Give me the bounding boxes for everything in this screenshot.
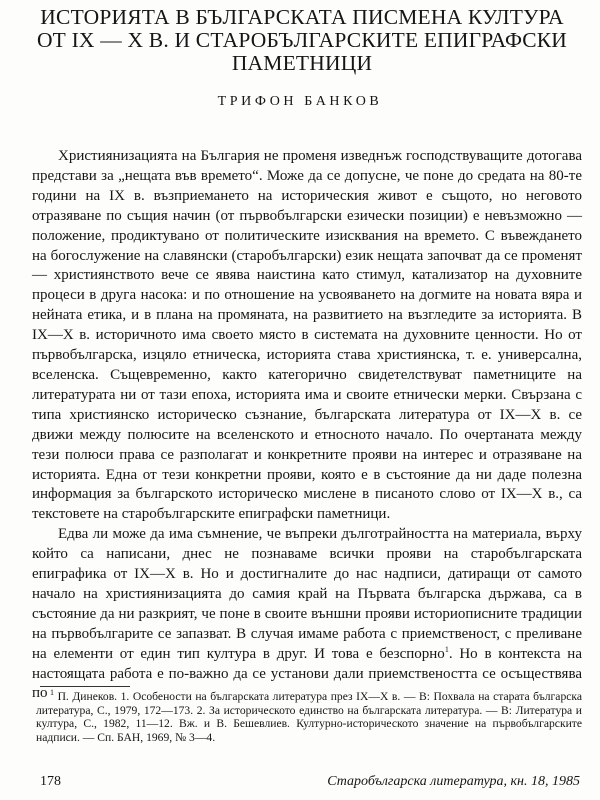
- journal-reference: Старобългарска литература, кн. 18, 1985: [327, 774, 580, 789]
- body-paragraph-1: Християнизацията на България не променя изведнъж господствуващите дотогава представи за „нещата във времето“. Може да се допусне, че поне до средата на 80-те години на IX в. възприемането на историческия живот е същото, но неговото отразяване по същия начин (от първобългарски езически позиции) е невъзможно — положение, продиктувано от политическите изисквания на времето. С въвеждането на богослужение на славянски (старобългарски) език нещата започват да се променят — християнството вече се явява наистина като стимул, катализатор на духовните процеси в друга насока: и по отношение на усвояването на догмите на новата вяра и нейната етика, и в плана на промяната, на развитието на възгледите за историята. В IX—X в. историчното има своето място в системата на духовните ценности. Но от първобългарска, изцяло етническа, историята става християнска, т. е. универсална, вселенска. Същевременно, както категорично свидетелствуват паметниците на литературата ни от тази епоха, историята има и своите етнически мерки. Свързана с типа християнско историческо съзнание, българската литература от IX—X в. се движи между полюсите на вселенското и етносното начало. По очертаната между тези полюси права се разполагат и конкретните прояви на интерес и отразяване на историята. Една от тези конкретни прояви, която е в състояние да ни даде полезна информация за българското историческо мислене в писаното слово от IX—X в., са текстовете на старобългарските епиграфски паметници.: [32, 148, 582, 523]
- body-paragraph-2: [32, 525, 582, 704]
- footnote-reference[interactable]: 1: [444, 644, 449, 654]
- footnote-number: 1: [50, 688, 54, 698]
- author-name: ТРИФОН БАНКОВ: [217, 94, 383, 109]
- page-number: 178: [40, 774, 61, 789]
- body-paragraph-2-text: Едва ли може да има съмнение, че въпреки дълготрайността на материала, върху който са написани, днес не познаваме всички прояви на старобългарската епиграфика от IX—X в. Но и достигналите до нас надписи, датиращи от самото начало на християнизацията до самия край на Първата българска държава, са в състояние да ни разкрият, че поне в своите външни прояви историописните традиции на първобългарите се запазват. В случая имаме работа с приемственост, с преливане на елементи от един тип култура в друг. И това е безспорно: [32, 526, 582, 662]
- footnote-text: П. Динеков. 1. Особености на българската литература през IX—X в. — В: Похвала на старата българска литература, С., 1979, 172—173. 2. За историческото единство на българската литература. — В: Литература и култура, С., 1982, 11—12. Вж. и В. Бешевлиев. Културно-историческото значение на първобългарските надписи. — Сп. БАН, 1969, № 3—4.: [36, 690, 583, 744]
- article-title: [28, 6, 576, 75]
- title-line-2: ОТ IX — X В. И СТАРОБЪЛГАРСКИТЕ ЕПИГРАФСКИ: [36, 28, 568, 52]
- body-paragraph-2-tail: . Но в контекста на настоящата работа е по-важно да се установи дали приемствеността се осъществява по: [32, 645, 582, 702]
- footnote-divider: [40, 686, 130, 687]
- footnote: [36, 690, 582, 744]
- title-line-1: ИСТОРИЯТА В БЪЛГАРСКАТА ПИСМЕНА КУЛТУРА: [40, 5, 564, 29]
- page-footer: [40, 773, 580, 791]
- title-line-3: ПАМЕТНИЦИ: [231, 51, 373, 75]
- article-body: [32, 147, 582, 704]
